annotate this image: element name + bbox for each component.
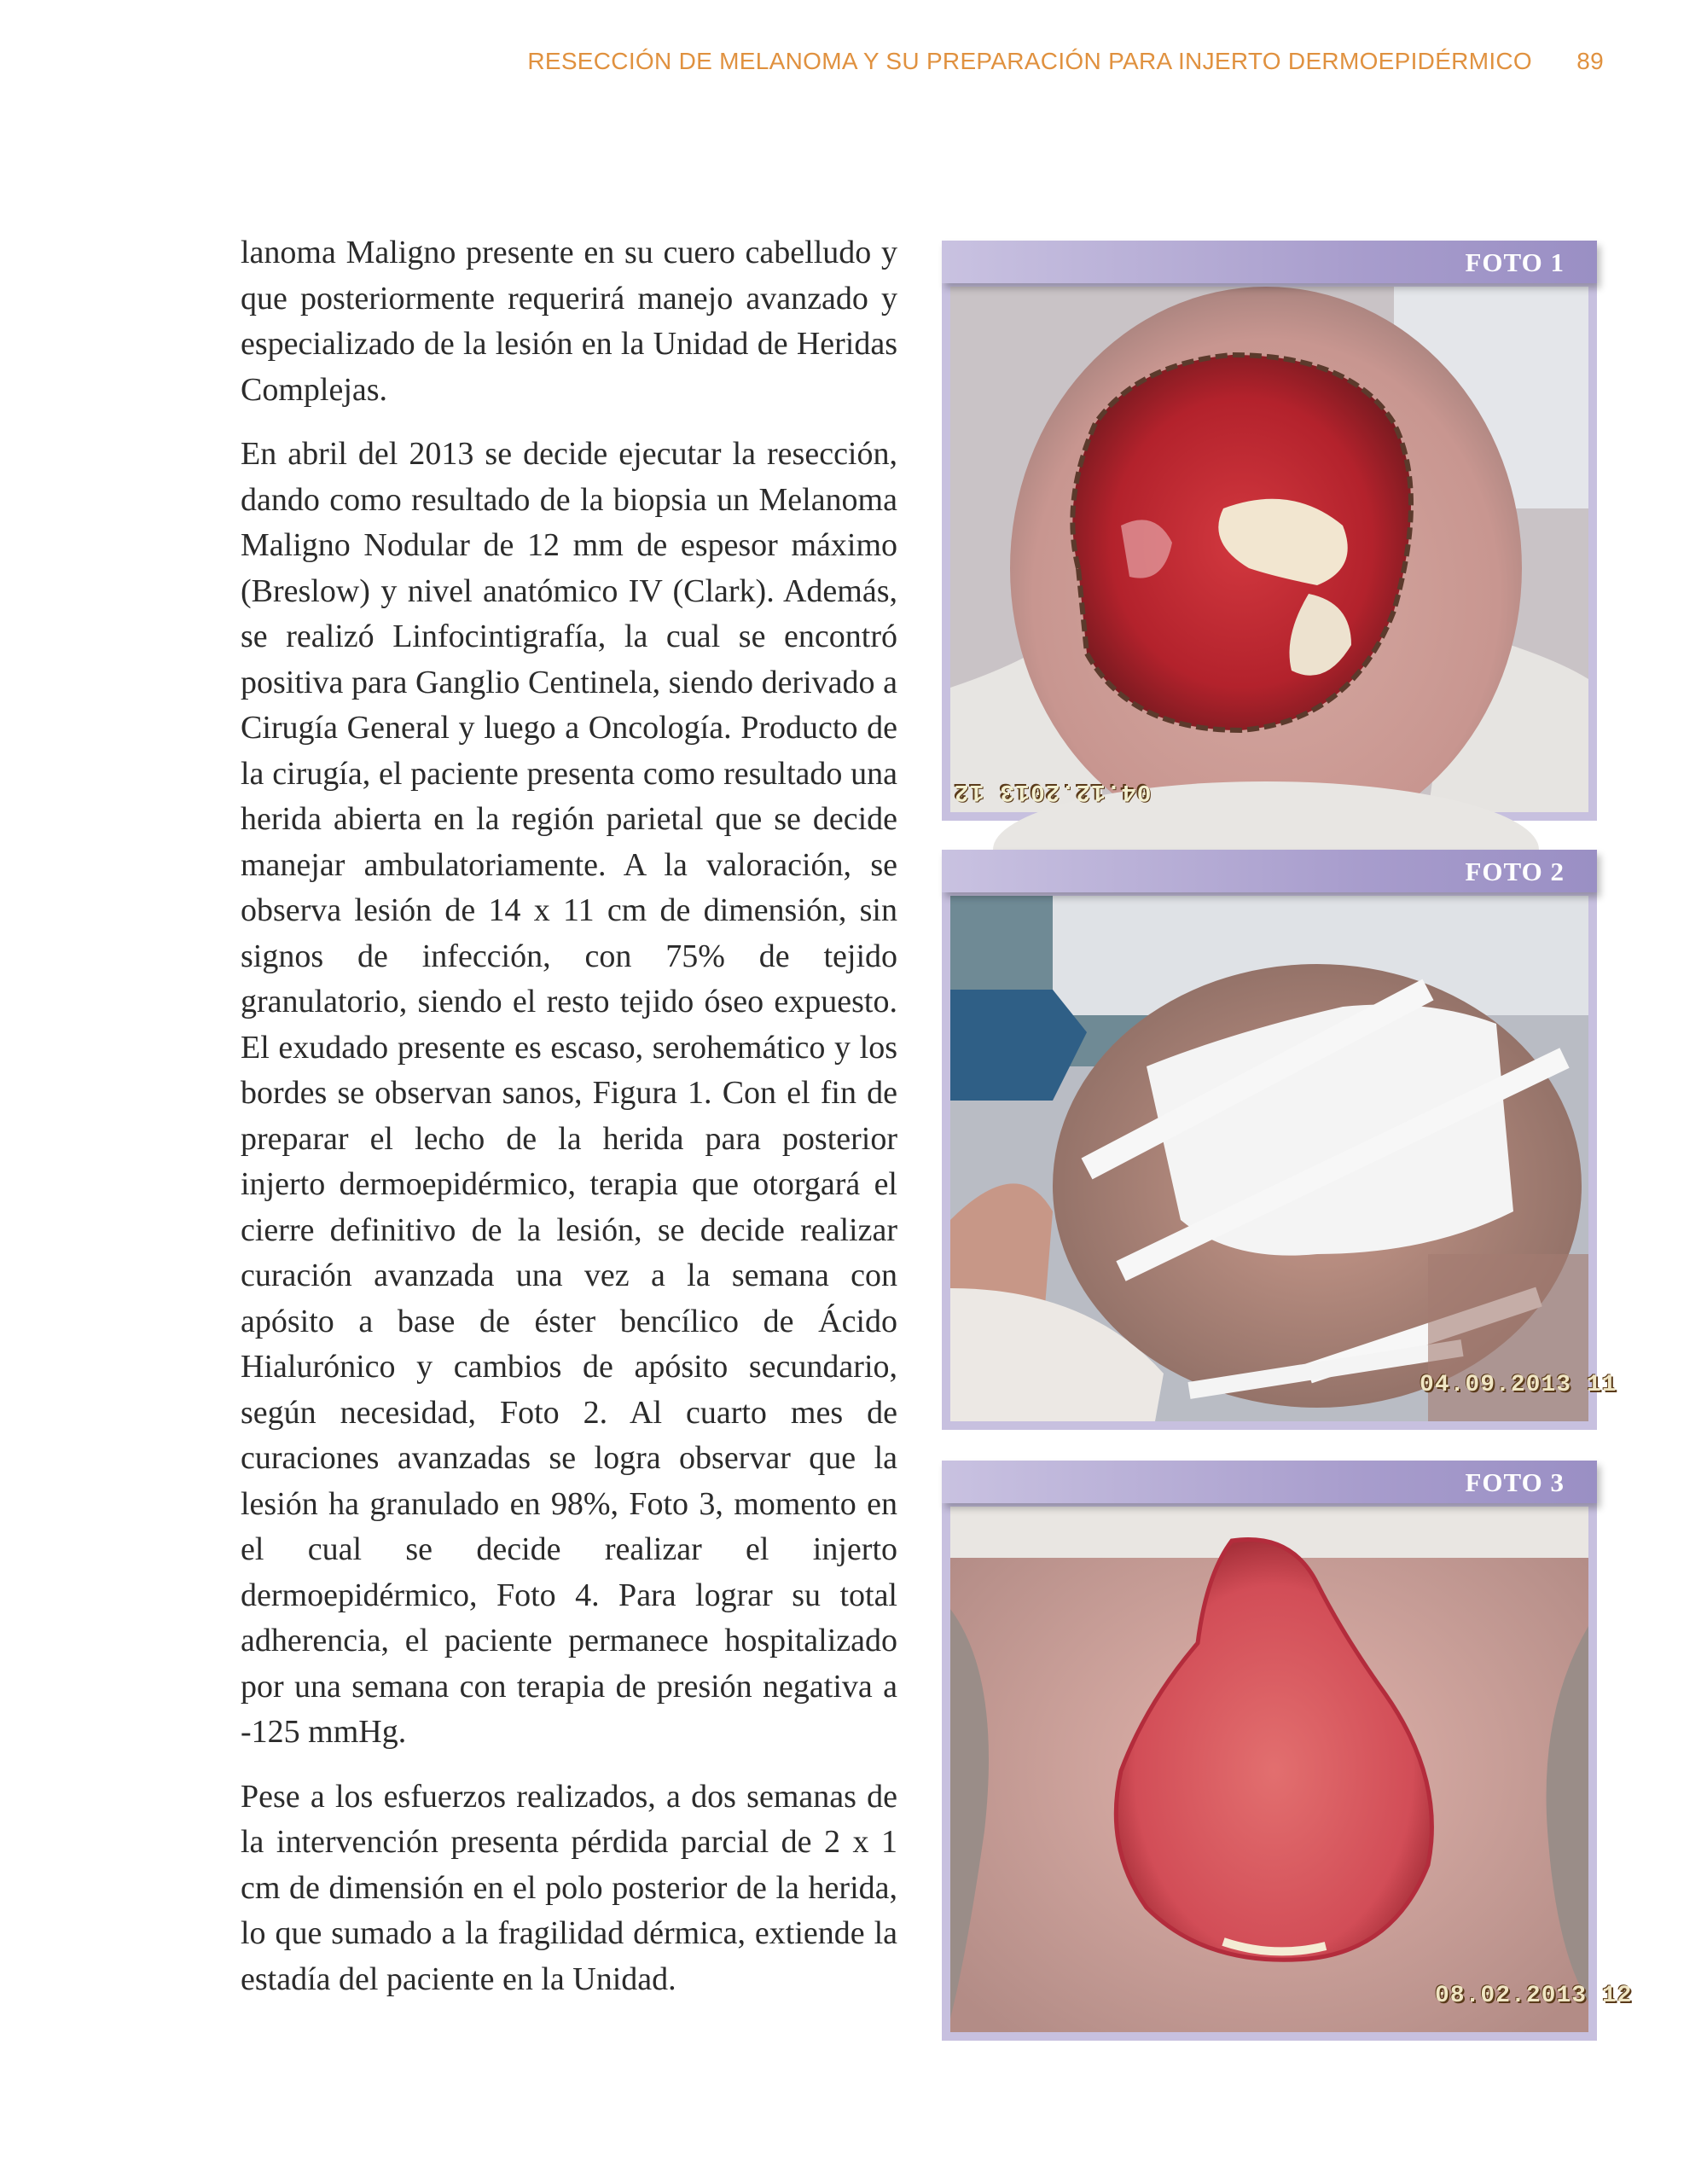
photo-1-image (950, 287, 1588, 812)
photo-date-stamp: 04.12.2013 12 (954, 778, 1152, 804)
photo-date-stamp: 04.09.2013 11 (1420, 1372, 1617, 1398)
photo-3-tab (942, 1461, 1597, 1503)
paragraph: lanoma Maligno presente en su cuero cabelludo y que posteriormente requerirá manejo avanzado y especializado de la lesión en la Unidad de Heridas Complejas. (241, 235, 897, 408)
photo-2-image (950, 896, 1617, 1421)
body-text (241, 230, 897, 2021)
photo-3-frame (942, 1461, 1633, 2041)
running-header (527, 48, 1604, 85)
scalp-wound-open-photo (950, 287, 1588, 812)
photo-1-tab (942, 241, 1597, 283)
scalp-dressing-photo (950, 896, 1588, 1421)
photo-date-stamp: 08.02.2013 12 (1435, 1983, 1633, 2009)
running-header-title: RESECCIÓN DE MELANOMA Y SU PREPARACIÓN PARA INJERTO DERMOEPIDÉRMICO (527, 48, 1532, 74)
paragraph: En abril del 2013 se decide ejecutar la resección, dando como resultado de la biopsia un Melanoma Maligno Nodular de 12 mm de espesor máximo (Breslow) y nivel anatómico IV (Clark). Además, se realizó Linfocintigrafía, la cual se encontró positiva para Ganglio Centinela, siendo derivado a Cirugía General y luego a Oncología. Producto de la cirugía, el paciente presenta como resultado una herida abierta en la región parietal que se decide manejar ambulatoriamente. A la valoración, se observa lesión de 14 x 11 cm de dimensión, sin signos de infección, con 75% de tejido granulatorio, siendo el resto tejido óseo expuesto. El exudado presente es escaso, serohemático y los bordes se observan sanos, Figura 1. Con el fin de preparar el lecho de la herida para posterior injerto dermoepidérmico, terapia que otorgará el cierre definitivo de la lesión, se decide realizar curación avanzada una vez a la semana con apósito a base de éster bencílico de Ácido Hialurónico y cambios de apósito secundario, según necesidad, Foto 2. Al cuarto mes de curaciones avanzadas se logra observar que la lesión ha granulado en 98%, Foto 3, momento en el cual se decide realizar el injerto dermoepidérmico, Foto 4. Para lograr su total adherencia, el paciente permanece hospitalizado por una semana con terapia de presión negativa a -125 mmHg. (241, 436, 897, 1750)
photo-label: FOTO 3 (1465, 1467, 1565, 1497)
photo-2-frame (942, 850, 1617, 1430)
photo-label: FOTO 1 (1465, 247, 1565, 277)
photo-2-tab (942, 850, 1597, 892)
scalp-granulated-photo (950, 1507, 1588, 2032)
photo-3-image (950, 1507, 1633, 2032)
paragraph: Pese a los esfuerzos realizados, a dos semanas de la intervención presenta pérdida parcial de 2 x 1 cm de dimensión en el polo posterior de la herida, lo que sumado a la fragilidad dérmica, extiende la estadía del paciente en la Unidad. (241, 1778, 897, 1997)
photo-1-frame (942, 241, 1597, 821)
page-number: 89 (1576, 48, 1604, 74)
photo-label: FOTO 2 (1465, 857, 1565, 886)
